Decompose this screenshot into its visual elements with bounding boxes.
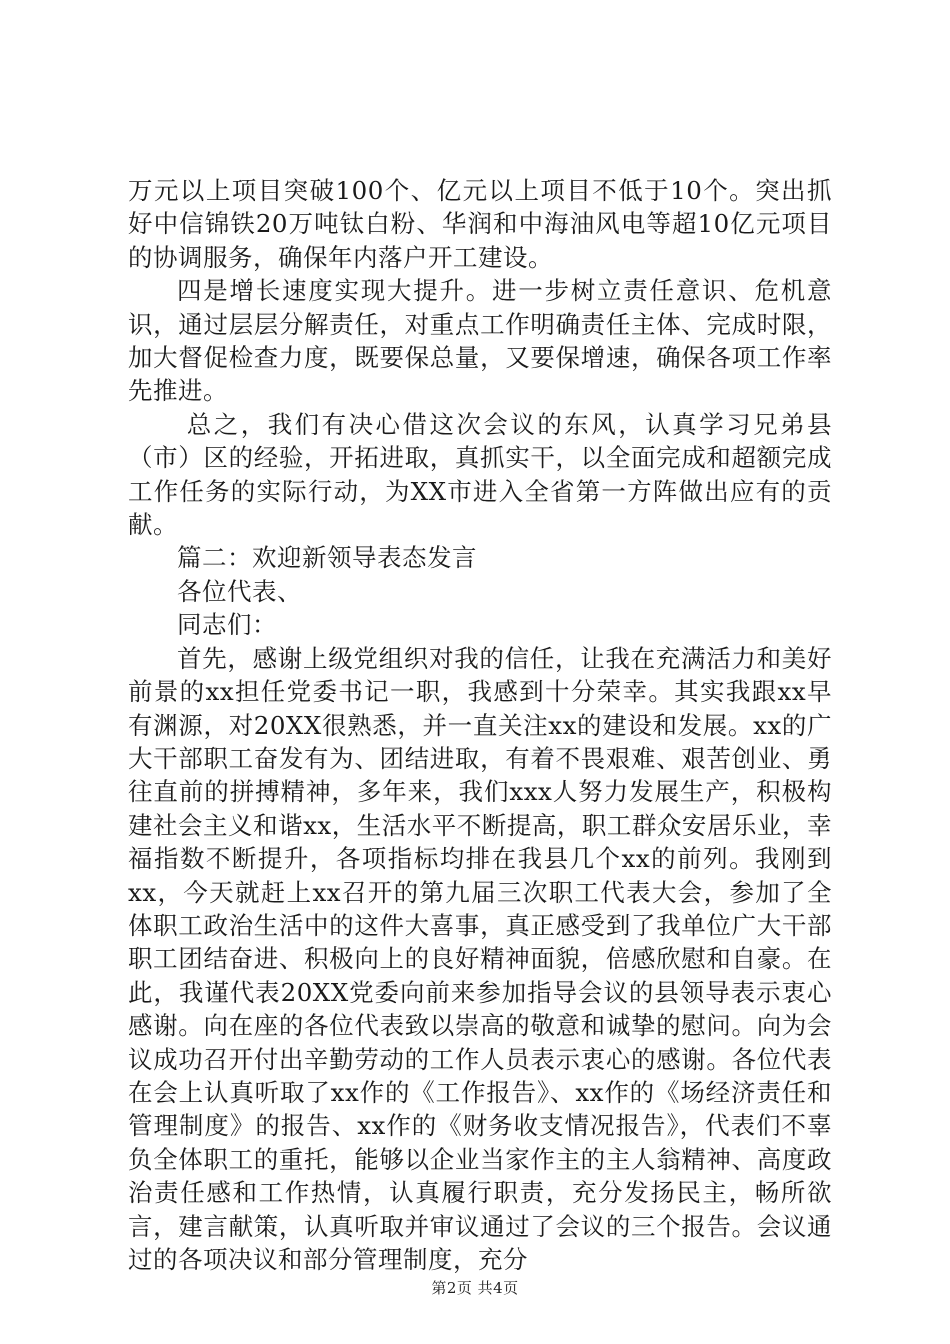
salutation-line-1: 各位代表、 (177, 576, 302, 606)
salutation-line-2: 同志们： (177, 610, 277, 640)
section-heading: 篇二：欢迎新领导表态发言 (177, 543, 477, 573)
paragraph-point-four: 四是增长速度实现大提升。进一步树立责任意识、危机意识，通过层层分解责任，对重点工作明确责任主体、完成时限，加大督促检查力度，既要保总量，又要保增速，确保各项工作率先推进。 (128, 276, 832, 406)
paragraph-conclusion: 总之，我们有决心借这次会议的东风，认真学习兄弟县（市）区的经验，开拓进取，真抓实干，以全面完成和超额完成工作任务的实际行动，为XX市进入全省第一方阵做出应有的贡献。 (128, 409, 832, 540)
document-body (128, 174, 832, 1276)
page-number-footer: 第2页 共4页 (431, 1279, 519, 1297)
paragraph-speech-body: 首先，感谢上级党组织对我的信任，让我在充满活力和美好前景的xx担任党委书记一职，我感到十分荣幸。其实我跟xx早有渊源，对20XX很熟悉，并一直关注xx的建设和发展。xx的广大干部职工奋发有为、团结进取，有着不畏艰难、艰苦创业、勇往直前的拼搏精神，多年来，我们xxx人努力发展生产，积极构建社会主义和谐xx，生活水平不断提高，职工群众安居乐业，幸福指数不断提升，各项指标均排在我县几个xx的前列。我刚到xx，今天就赶上xx召开的第九届三次职工代表大会，参加了全体职工政治生活中的这件大喜事，真正感受到了我单位广大干部职工团结奋进、积极向上的良好精神面貌，倍感欣慰和自豪。在此，我谨代表20XX党委向前来参加指导会议的县领导表示衷心感谢。向在座的各位代表致以崇高的敬意和诚挚的慰问。向为会议成功召开付出辛勤劳动的工作人员表示衷心的感谢。各位代表在会上认真听取了xx作的《工作报告》、xx作的《场经济责任和管理制度》的报告、xx作的《财务收支情况报告》，代表们不辜负全体职工的重托，能够以企业当家作主的主人翁精神、高度政治责任感和工作热情，认真履行职责，充分发扬民主，畅所欲言，建言献策，认真听取并审议通过了会议的三个报告。会议通过的各项决议和部分管理制度，充分 (128, 643, 832, 1274)
paragraph-continuation: 万元以上项目突破100个、亿元以上项目不低于10个。突出抓好中信锦铁20万吨钛白粉、华润和中海油风电等超10亿元项目的协调服务，确保年内落户开工建设。 (128, 176, 832, 272)
